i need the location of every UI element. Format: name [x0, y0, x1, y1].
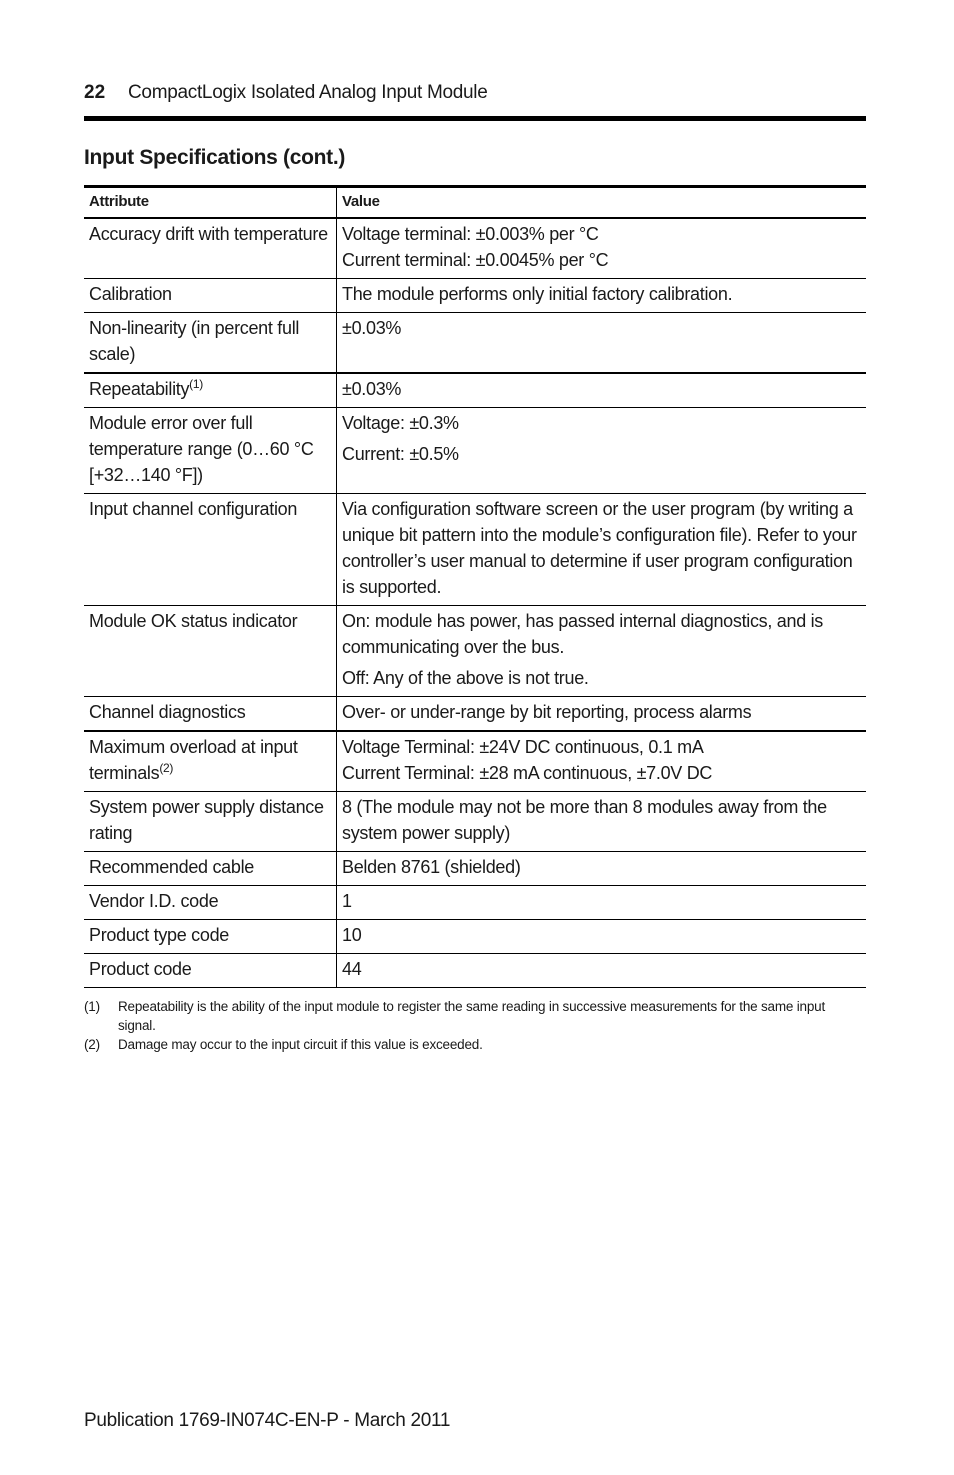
value-cell	[337, 606, 867, 697]
attribute-label: Module OK status indicator	[89, 611, 298, 631]
table-row	[84, 279, 866, 313]
footnote-reference: (1)	[189, 377, 203, 391]
value-line: Off: Any of the above is not true.	[342, 668, 589, 688]
attribute-label: Calibration	[89, 284, 172, 304]
value-cell	[337, 218, 867, 279]
attribute-label: Maximum overload at input terminals	[89, 737, 298, 783]
publication-footer: Publication 1769-IN074C-EN-P - March 2011	[84, 1410, 451, 1431]
specifications-table	[84, 185, 866, 988]
value-cell	[337, 954, 867, 988]
table-row	[84, 313, 866, 374]
table-header-row	[84, 187, 866, 219]
value-line: Current terminal: ±0.0045% per °C	[342, 250, 609, 270]
attribute-cell	[84, 606, 337, 697]
table-row	[84, 494, 866, 606]
table-row	[84, 852, 866, 886]
footnote-mark: (1)	[84, 999, 100, 1014]
footnotes	[84, 997, 866, 1054]
table-row	[84, 731, 866, 792]
value-cell	[337, 731, 867, 792]
attribute-label: Vendor I.D. code	[89, 891, 219, 911]
value-cell	[337, 494, 867, 606]
table-row	[84, 954, 866, 988]
table-row	[84, 920, 866, 954]
value-line: Over- or under-range by bit reporting, process alarms	[342, 702, 752, 722]
table-body	[84, 218, 866, 988]
attribute-label: Input channel configuration	[89, 499, 298, 519]
footnote-mark: (2)	[84, 1037, 100, 1052]
value-line: The module performs only initial factory calibration.	[342, 284, 733, 304]
value-line: On: module has power, has passed internal diagnostics, and is communicating over the bus.	[342, 611, 823, 657]
attribute-cell	[84, 697, 337, 732]
attribute-cell	[84, 731, 337, 792]
section-title: Input Specifications (cont.)	[84, 146, 346, 169]
attribute-label: Channel diagnostics	[89, 702, 246, 722]
column-header-value: Value	[337, 187, 867, 219]
value-line: ±0.03%	[342, 318, 402, 338]
value-line: ±0.03%	[342, 379, 402, 399]
column-header-attribute: Attribute	[84, 187, 337, 219]
attribute-cell	[84, 313, 337, 374]
attribute-cell	[84, 218, 337, 279]
value-line: Belden 8761 (shielded)	[342, 857, 521, 877]
table-row	[84, 218, 866, 279]
table-row	[84, 697, 866, 732]
value-line: 44	[342, 959, 362, 979]
value-line: Voltage: ±0.3%	[342, 413, 459, 433]
attribute-label: Repeatability	[89, 379, 190, 399]
attribute-cell	[84, 279, 337, 313]
attribute-cell	[84, 852, 337, 886]
attribute-label: Module error over full temperature range (0…60 °C [+32…140 °F])	[89, 413, 314, 485]
table-row	[84, 373, 866, 408]
document-title: CompactLogix Isolated Analog Input Module	[128, 82, 488, 103]
table-row	[84, 606, 866, 697]
footnote	[84, 1035, 866, 1054]
value-cell	[337, 279, 867, 313]
attribute-label: Recommended cable	[89, 857, 254, 877]
page-header	[84, 82, 866, 104]
value-line: Voltage terminal: ±0.003% per °C	[342, 224, 599, 244]
attribute-cell	[84, 954, 337, 988]
attribute-cell	[84, 373, 337, 408]
value-line: Current: ±0.5%	[342, 444, 459, 464]
value-line: 8 (The module may not be more than 8 modules away from the system power supply)	[342, 797, 827, 843]
value-cell	[337, 792, 867, 852]
value-cell	[337, 697, 867, 732]
attribute-cell	[84, 792, 337, 852]
attribute-label: Non-linearity (in percent full scale)	[89, 318, 300, 364]
attribute-cell	[84, 408, 337, 494]
value-cell	[337, 920, 867, 954]
attribute-cell	[84, 886, 337, 920]
value-cell	[337, 886, 867, 920]
attribute-label: Product code	[89, 959, 192, 979]
page-number: 22	[84, 82, 106, 103]
attribute-cell	[84, 920, 337, 954]
attribute-label: System power supply distance rating	[89, 797, 324, 843]
value-line: Voltage Terminal: ±24V DC continuous, 0.1 mA	[342, 737, 704, 757]
value-line: 1	[342, 891, 352, 911]
attribute-label: Accuracy drift with temperature	[89, 224, 328, 244]
table-row	[84, 792, 866, 852]
value-cell	[337, 373, 867, 408]
table-row	[84, 408, 866, 494]
header-rule	[84, 116, 866, 121]
attribute-cell	[84, 494, 337, 606]
value-cell	[337, 852, 867, 886]
value-line: Current Terminal: ±28 mA continuous, ±7.0V DC	[342, 763, 713, 783]
value-line: Via configuration software screen or the user program (by writing a unique bit pattern into the module’s configuration file). Refer to your controller’s user manual to determine if user program configuration is supported.	[342, 499, 857, 597]
footnote-text: Repeatability is the ability of the input module to register the same reading in successive measurements for the same input signal.	[118, 999, 826, 1033]
footnote-text: Damage may occur to the input circuit if this value is exceeded.	[118, 1037, 483, 1052]
footnote-reference: (2)	[159, 761, 174, 775]
footnote	[84, 997, 866, 1035]
value-cell	[337, 313, 867, 374]
value-cell	[337, 408, 867, 494]
value-line: 10	[342, 925, 362, 945]
attribute-label: Product type code	[89, 925, 229, 945]
table-row	[84, 886, 866, 920]
